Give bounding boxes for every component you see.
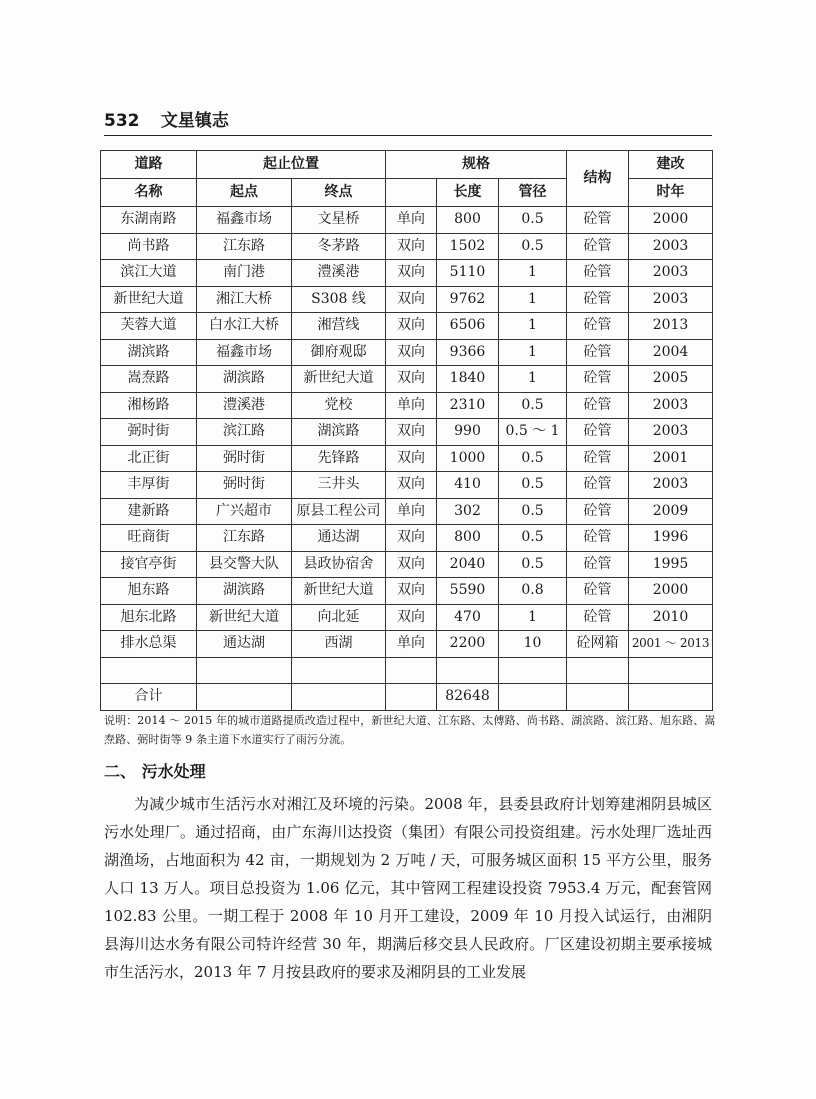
header-year-bottom: 时年: [629, 179, 713, 207]
cell-end: 原县工程公司: [292, 498, 386, 525]
cell-length: 990: [437, 419, 499, 446]
cell-dir: 双向: [386, 339, 437, 366]
cell-start: [197, 657, 292, 684]
cell-end: S308 线: [292, 286, 386, 313]
cell-diameter: 0.5: [499, 551, 567, 578]
header-end: 终点: [292, 179, 386, 207]
cell-year: [629, 657, 713, 684]
cell-dir: 双向: [386, 525, 437, 552]
cell-end: 党校: [292, 392, 386, 419]
cell-start: 弼时街: [197, 445, 292, 472]
cell-year: 2000: [629, 578, 713, 605]
cell-start: 县交警大队: [197, 551, 292, 578]
drainage-table: [100, 150, 713, 711]
cell-dir: [386, 657, 437, 684]
cell-dir: 双向: [386, 366, 437, 393]
cell-end: [292, 657, 386, 684]
table-row: [101, 260, 713, 287]
cell-length: 800: [437, 525, 499, 552]
header-direction-blank: [386, 179, 437, 207]
cell-year: 2013: [629, 313, 713, 340]
cell-name: 弼时街: [101, 419, 197, 446]
table-row: [101, 631, 713, 658]
table-row: [101, 366, 713, 393]
page-number: 532: [104, 111, 140, 131]
table-body: [101, 207, 713, 684]
cell-name: 北正街: [101, 445, 197, 472]
cell-year: 2003: [629, 472, 713, 499]
cell-dir: 单向: [386, 207, 437, 234]
cell-dir: 双向: [386, 551, 437, 578]
cell-structure: 砼管: [567, 339, 629, 366]
cell-structure: 砼管: [567, 445, 629, 472]
cell-start: 湘江大桥: [197, 286, 292, 313]
cell-diameter: 1: [499, 313, 567, 340]
cell-name: 滨江大道: [101, 260, 197, 287]
cell-start: 湖滨路: [197, 366, 292, 393]
cell-length: 1000: [437, 445, 499, 472]
cell-year: 2010: [629, 604, 713, 631]
cell-length: 2040: [437, 551, 499, 578]
table-row: [101, 286, 713, 313]
cell-year: 1995: [629, 551, 713, 578]
cell-year: 2005: [629, 366, 713, 393]
cell-dir: 单向: [386, 392, 437, 419]
cell-diameter: 0.5 ～ 1: [499, 419, 567, 446]
cell-name: 嵩焘路: [101, 366, 197, 393]
cell-structure: [567, 657, 629, 684]
cell-length: 9366: [437, 339, 499, 366]
cell-length: 5110: [437, 260, 499, 287]
total-row: [101, 684, 713, 711]
table-row: [101, 419, 713, 446]
header-spec: 规格: [386, 151, 567, 179]
table-row: [101, 472, 713, 499]
cell-start: 江东路: [197, 233, 292, 260]
table-note: 说明：2014 ～ 2015 年的城市道路提质改造过程中，新世纪大道、江东路、太傅路、尚书路、湖滨路、滨江路、旭东路、嵩焘路、弼时街等 9 条主道下水道实行了雨污分流。: [104, 714, 716, 746]
cell-name: 建新路: [101, 498, 197, 525]
cell-name: 东湖南路: [101, 207, 197, 234]
cell-length: 2200: [437, 631, 499, 658]
cell-dir: 单向: [386, 631, 437, 658]
cell-year: 2004: [629, 339, 713, 366]
cell-start: 福鑫市场: [197, 207, 292, 234]
header-diameter: 管径: [499, 179, 567, 207]
cell-end: 澧溪港: [292, 260, 386, 287]
cell-year: 2001: [629, 445, 713, 472]
cell-structure: 砼管: [567, 551, 629, 578]
header-range: 起止位置: [197, 151, 386, 179]
cell-name: 旭东路: [101, 578, 197, 605]
cell-structure: 砼管: [567, 604, 629, 631]
cell-end: 新世纪大道: [292, 578, 386, 605]
cell-start: 湖滨路: [197, 578, 292, 605]
cell-structure: 砼管: [567, 419, 629, 446]
cell-dir: 双向: [386, 472, 437, 499]
cell-length: 1840: [437, 366, 499, 393]
cell-end: 三井头: [292, 472, 386, 499]
cell-dir: 单向: [386, 498, 437, 525]
cell-name: 芙蓉大道: [101, 313, 197, 340]
cell-name: 湘杨路: [101, 392, 197, 419]
table-row: [101, 207, 713, 234]
cell-dir: 双向: [386, 286, 437, 313]
cell-start: 江东路: [197, 525, 292, 552]
paragraph: 为减少城市生活污水对湘江及环境的污染。2008 年，县委县政府计划筹建湘阴县城区污水处理厂。通过招商，由广东海川达投资（集团）有限公司投资组建。污水处理厂选址西湖渔场，占地面积为 42 亩，一期规划为 2 万吨 / 天，可服务城区面积 15 平方公里，服务人口 13 万人。项目总投资为 1.06 亿元，其中管网工程建设投资 7953.4 万元，配套管网 102.83 公里。一期工程于 2008 年 10 月开工建设，2009 年 10 月投入试运行，由湘阴县海川达水务有限公司特许经营 30 年，期满后移交县人民政府。厂区建设初期主要承接城市生活污水，2013 年 7 月按县政府的要求及湘阴县的工业发展: [104, 795, 712, 981]
header-year-top: 建改: [629, 151, 713, 179]
cell-dir: 双向: [386, 313, 437, 340]
header-start: 起点: [197, 179, 292, 207]
cell-diameter: [499, 657, 567, 684]
table-row: [101, 551, 713, 578]
table-row: [101, 339, 713, 366]
cell-end: 先锋路: [292, 445, 386, 472]
cell-name: 排水总渠: [101, 631, 197, 658]
table-row: [101, 657, 713, 684]
cell-start: 通达湖: [197, 631, 292, 658]
cell-name: [101, 657, 197, 684]
total-length: 82648: [437, 684, 499, 711]
cell-structure: 砼管: [567, 525, 629, 552]
cell-end: 湖滨路: [292, 419, 386, 446]
cell-end: 御府观邸: [292, 339, 386, 366]
cell-start: 滨江路: [197, 419, 292, 446]
cell-year: 2003: [629, 419, 713, 446]
cell-start: 南门港: [197, 260, 292, 287]
cell-diameter: 0.5: [499, 233, 567, 260]
cell-structure: 砼管: [567, 207, 629, 234]
cell-length: 1502: [437, 233, 499, 260]
cell-length: 302: [437, 498, 499, 525]
cell-structure: 砼管: [567, 392, 629, 419]
table-row: [101, 392, 713, 419]
table-header: [101, 151, 713, 207]
table-row: [101, 313, 713, 340]
cell-year: 2001 ～ 2013: [629, 631, 713, 658]
cell-start: 澧溪港: [197, 392, 292, 419]
cell-name: 尚书路: [101, 233, 197, 260]
cell-diameter: 0.5: [499, 392, 567, 419]
cell-diameter: 0.5: [499, 525, 567, 552]
cell-end: 县政协宿舍: [292, 551, 386, 578]
cell-dir: 双向: [386, 419, 437, 446]
page-header: [104, 109, 712, 136]
header-road-bottom: 名称: [101, 179, 197, 207]
cell-start: 弼时街: [197, 472, 292, 499]
header-road-top: 道路: [101, 151, 197, 179]
cell-structure: 砼管: [567, 233, 629, 260]
cell-structure: 砼管: [567, 578, 629, 605]
cell-start: 广兴超市: [197, 498, 292, 525]
cell-diameter: 1: [499, 604, 567, 631]
cell-end: 西湖: [292, 631, 386, 658]
cell-name: 新世纪大道: [101, 286, 197, 313]
cell-structure: 砼管: [567, 313, 629, 340]
cell-diameter: 10: [499, 631, 567, 658]
cell-name: 接官亭街: [101, 551, 197, 578]
cell-end: 新世纪大道: [292, 366, 386, 393]
cell-length: 470: [437, 604, 499, 631]
cell-year: 2009: [629, 498, 713, 525]
cell-length: 6506: [437, 313, 499, 340]
cell-start: 福鑫市场: [197, 339, 292, 366]
cell-diameter: 1: [499, 339, 567, 366]
cell-dir: 双向: [386, 604, 437, 631]
cell-start: 白水江大桥: [197, 313, 292, 340]
table-row: [101, 525, 713, 552]
section-title: 二、 污水处理: [104, 762, 206, 781]
cell-length: [437, 657, 499, 684]
cell-dir: 双向: [386, 578, 437, 605]
body-text: [104, 790, 712, 986]
cell-structure: 砼网箱: [567, 631, 629, 658]
cell-length: 2310: [437, 392, 499, 419]
cell-diameter: 0.5: [499, 445, 567, 472]
cell-end: 文星桥: [292, 207, 386, 234]
cell-length: 9762: [437, 286, 499, 313]
cell-dir: 双向: [386, 445, 437, 472]
cell-name: 旺商街: [101, 525, 197, 552]
cell-diameter: 1: [499, 286, 567, 313]
cell-year: 2003: [629, 286, 713, 313]
header-structure: 结构: [567, 151, 629, 207]
cell-structure: 砼管: [567, 366, 629, 393]
cell-length: 800: [437, 207, 499, 234]
table-row: [101, 498, 713, 525]
cell-name: 旭东北路: [101, 604, 197, 631]
cell-diameter: 0.5: [499, 207, 567, 234]
cell-diameter: 0.8: [499, 578, 567, 605]
cell-end: 冬茅路: [292, 233, 386, 260]
cell-year: 2003: [629, 392, 713, 419]
total-label: 合计: [101, 684, 197, 711]
table-row: [101, 604, 713, 631]
cell-year: 2003: [629, 233, 713, 260]
cell-structure: 砼管: [567, 498, 629, 525]
cell-dir: 双向: [386, 260, 437, 287]
table-row: [101, 233, 713, 260]
cell-year: 1996: [629, 525, 713, 552]
cell-diameter: 0.5: [499, 498, 567, 525]
header-length: 长度: [437, 179, 499, 207]
cell-year: 2003: [629, 260, 713, 287]
book-title: 文星镇志: [160, 111, 229, 131]
cell-diameter: 1: [499, 366, 567, 393]
cell-end: 通达湖: [292, 525, 386, 552]
table-row: [101, 445, 713, 472]
table-row: [101, 578, 713, 605]
cell-structure: 砼管: [567, 472, 629, 499]
cell-name: 丰厚街: [101, 472, 197, 499]
cell-name: 湖滨路: [101, 339, 197, 366]
cell-end: 湘营线: [292, 313, 386, 340]
cell-diameter: 1: [499, 260, 567, 287]
cell-structure: 砼管: [567, 260, 629, 287]
cell-length: 410: [437, 472, 499, 499]
cell-length: 5590: [437, 578, 499, 605]
cell-structure: 砼管: [567, 286, 629, 313]
cell-year: 2000: [629, 207, 713, 234]
cell-start: 新世纪大道: [197, 604, 292, 631]
cell-dir: 双向: [386, 233, 437, 260]
cell-end: 向北延: [292, 604, 386, 631]
cell-diameter: 0.5: [499, 472, 567, 499]
